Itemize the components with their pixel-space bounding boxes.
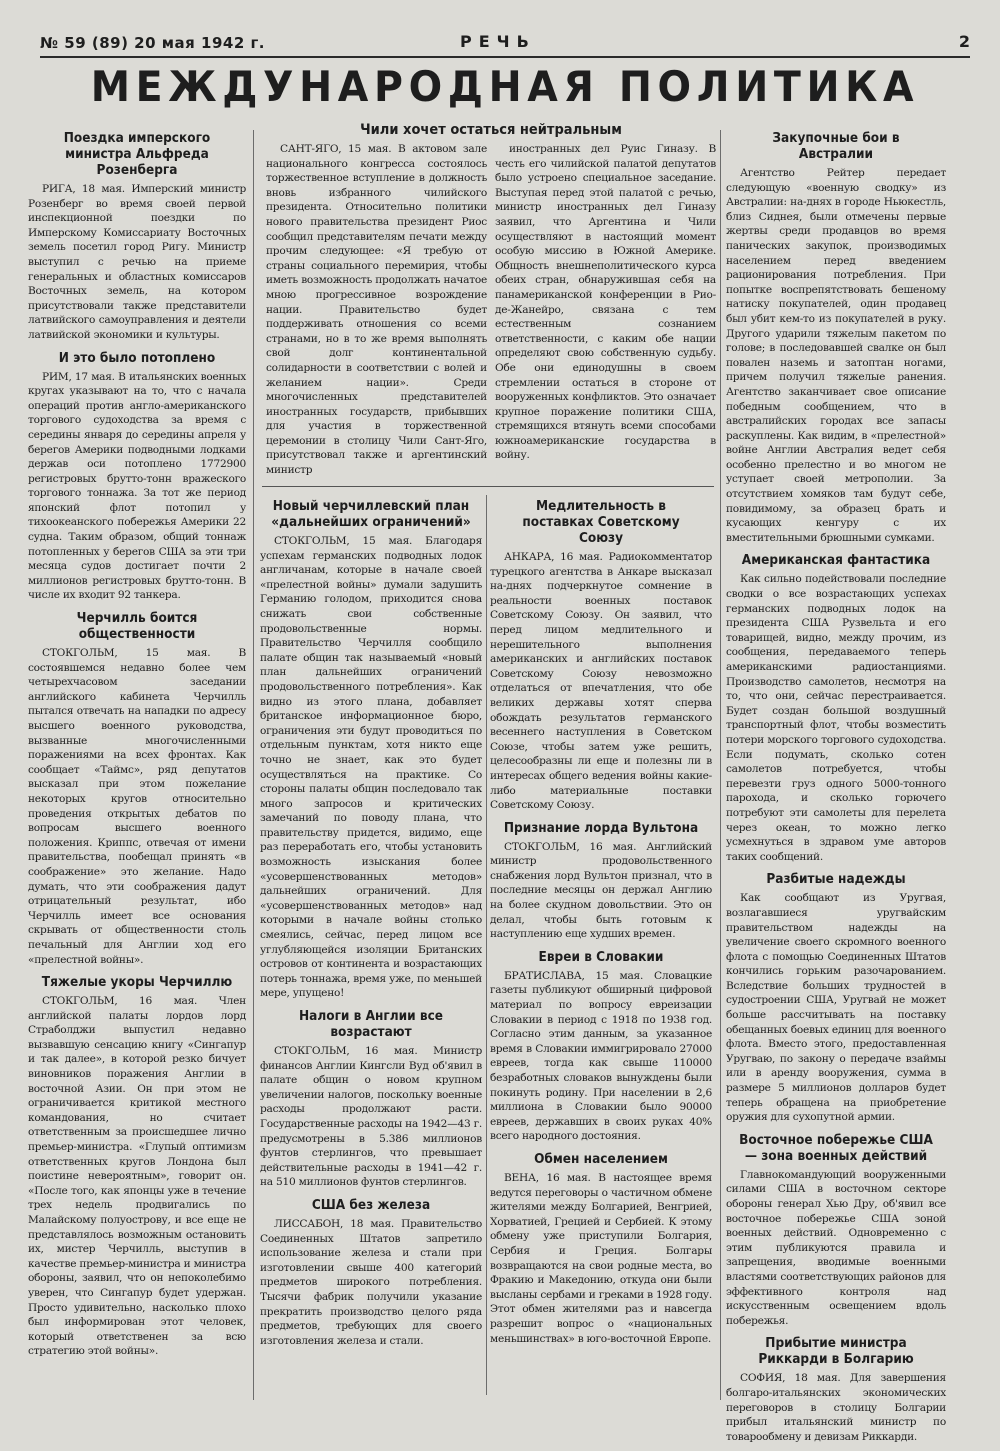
article-title: Обмен населением [534,1150,668,1167]
article-churchill-plan [260,498,482,1001]
issue-line: № 59 (89) 20 мая 1942 г. [40,34,266,52]
article-title: Евреи в Словакии [538,948,664,965]
article-east-coast [726,1132,946,1329]
article-text: БРАТИСЛАВА, 15 мая. Словацкие газеты публикуют обширный цифровой материал по вопросу евреизации Словакии в период с 1918 по 1938 год. Согласно этим данным, за указанное время в Словакии иммигрировало 27000 евреев, тогда как свыше 110000 безработных словаков вынуждены были покинуть родину. При населении в 2,6 миллиона в Словакии было 90000 евреев, державших в своих руках 40% всего народного достояния. [490,969,712,1143]
article-text: САНТ-ЯГО, 15 мая. В актовом зале национального конгресса состоялось торжественное вступление в должность вновь избранного чилийского президента. Относительно политики нового правительства президент Риос сообщил представителям печати между прочим следующее: «Я требую от страны социального перемирия, чтобы иметь возможность продолжать начатое мною прогрессивное возрождение нации. Правительство будет поддерживать отношения со всеми странами, но в то же время выполнять свой долг континентальной солидарности в соответствии с волей и желанием нации». Среди многочисленных представителей иностранных государств, прибывших для участия в торжественной церемонии в столицу Чили Сант-Яго, присутствовал также и аргентинский министр [266,143,487,477]
article-text: иностранных дел Руис Гиназу. В честь его чилийской палатой депутатов было устроено специальное заседание. Выступая перед этой палатой с речью, министр иностранных дел Гиназу заявил, что Аргентина и Чили осуществляют в настоящий момент особую миссию в Южной Америке. Общность внешнеполитического курса обеих стран, обнаружившая себя на панамериканской конференции в Рио-де-Жанейро, связана с тем естественным сознанием ответственности, с каким обе нации определяют свою собственную судьбу. Обе они единодушны в своем стремлении остаться в стороне от вооруженных конфликтов. Это означает крупное поражение политики США, стремящихся втянуть всеми способами южноамериканские государства в войну. [495,143,716,462]
masthead [40,30,970,54]
section-title: МЕЖДУНАРОДНАЯ ПОЛИТИКА [90,62,920,111]
article-taxes [260,1008,482,1190]
article-text: СТОКГОЛЬМ, 16 мая. Английский министр продовольственного снабжения лорд Вультон признал, что в последние месяцы он держал Англию на более скудном довольствии. Это он делал, чтобы быть готовым к наступлению еще худших времен. [490,840,712,941]
article-title: И это было потоплено [58,349,216,366]
column-divider [486,495,487,1395]
article-usa-iron [260,1197,482,1348]
column-2 [260,498,482,1355]
article-text: Главнокомандующий вооруженными силами США в восточном секторе обороны генерал Хью Дру, об'явил все восточное побережье США зоной военных действий. Одновременно с этим публикуются правила и запрещения, вводимые военными властями соответствующих районов для эффективного контроля над искусственным освещением вдоль побережья. [726,1168,946,1327]
column-4 [726,130,946,1451]
article-slovakia [490,949,712,1144]
column-divider [720,130,721,1400]
article-text: Как сообщают из Уругвая, возлагавшиеся уругвайским правительством надежды на увеличение своего скромного военного флота с помощью Соединенных Штатов кончились горьким разочарованием. Вследствие больших трудностей в судостроении США, Уругвай не может больше рассчитывать на поставку обещанных боевых единиц для военного флота. Вместо этого, предоставленная Уругваю, по закону о передаче взаймы или в аренду вооружения, сумма в размере 5 миллионов долларов будет теперь обращена на приобретение оружия для сухопутной армии. [726,892,946,1124]
article-australia [726,130,946,545]
article-text: Агентство Рейтер передает следующую «военную сводку» из Австралии: на-днях в городе Ньюкестль, близ Сиднея, были отмечены первые жертвы среди продавцов во время панических закупок, производимых населением перед введением рационирования потребления. При попытке воспрепятствовать бешеному натиску покупателей, один продавец был убит кем-то из покупателей в руку. Другого ударили тяжелым пакетом по голове; в последовавшей свалке он был повален наземь и затоптан ногами, причем получил тяжелые ранения. Агентство заканчивает свое описание победным сообщением, что в австралийских городах все запасы раскуплены. Как видим, в «прелестной» войне Англии Австралия ведет себя особенно прелестно и во многом не уступает своей метрополии. За отсутствием хомяков там будут себе, повидимому, за образец брать и кусающих кенгуру с их вместительными брюшными сумками. [726,167,946,544]
article-churchill-public [28,610,246,967]
article-population-exchange [490,1151,712,1346]
article-text: СОФИЯ, 18 мая. Для завершения болгаро-итальянских экономических переговоров в столицу Болгарии прибыл итальянский министр по товарообмену и девизам Риккарди. [726,1372,946,1443]
chile-bottom-rule [262,486,714,487]
article-riccardi [726,1335,946,1444]
article-american-fantasy [726,552,946,864]
article-title: Чили хочет остаться нейтральным [360,122,622,138]
article-title: США без железа [311,1196,431,1213]
article-title: Прибытие министра Риккарди в Болгарию [758,1335,914,1368]
article-sunk [28,350,246,604]
article-title: Налоги в Англии все возрастают [298,1008,444,1040]
article-chile [266,122,716,478]
article-text: РИГА, 18 мая. Имперский министр Розенберг во время своей первой инспекционной поездки по Имперскому Комиссариату Восточных земель посетил город Ригу. Министр выступил с речью на приеме генеральных и областных комиссаров Восточных земель, на котором присутствовали также представители латвийского самоуправления и деятели латвийской экономики и культуры. [28,183,246,341]
article-text: РИМ, 17 мая. В итальянских военных кругах указывают на то, что с начала операций против англо-американского торгового судоходства за время с середины января до середины апреля у берегов Америки подводными лодками держав оси потоплено 1772900 регистровых брутто-тонн вражеского торгового тоннажа. За тот же период японский флот потопил у тихоокеанского побережья Америки 22 судна. Таким образом, общий тоннаж потопленных у берегов США за эти три месяца судов достигает почти 2 миллионов регистровых брутто-тонн. В числе их входит 92 танкера. [28,370,246,602]
article-title: Поездка имперского министра Альфреда Розенберга [63,130,211,178]
article-woolton [490,820,712,942]
article-text: ВЕНА, 16 мая. В настоящее время ведутся переговоры о частичном обмене жителями между Болгарией, Венгрией, Хорватией, Грецией и Сербией. К этому обмену уже приступили Болгария, Сербия и Греция. Болгары возвращаются на свои родные места, во Фракию и Македонию, откуда они были высланы сербами и греками в 1928 году. Этот обмен жителями раз и навсегда разрешит вопрос о «национальных меньшинствах» в юго-восточной Европе. [490,1171,712,1345]
article-title: Тяжелые укоры Черчиллю [41,974,233,991]
article-churchill-reproaches [28,974,246,1359]
article-title: Медлительность в поставках Советскому Союзу [522,498,680,546]
article-text: Как сильно подействовали последние сводки о все возрастающих успехах германских подводных лодок на президента США Рузвельта и его товарищей, видно, между прочим, из сообщения, передаваемого теперь американскими радиостанциями. Производство самолетов, несмотря на то, что они, сейчас перестраивается. Будет создан большой воздушный транспортный флот, чтобы возместить потери морского торгового судоходства. Если подумать, сколько сотен самолетов потребуется, чтобы перевезти груз одного 5000-тонного парохода, и сколько горючего потребуют эти самолеты для перелета через океан, то можно легко усмехнуться в здравом уме авторов таких сообщений. [726,573,946,863]
article-rosenberg [28,130,246,343]
article-title: Черчилль боится общественности [76,610,198,643]
article-title: Признание лорда Вультона [503,819,699,836]
column-divider [253,130,254,1400]
article-text: СТОКГОЛЬМ, 16 мая. Член английской палаты лордов лорд Страболджи выпустил недавно вызвавшую сенсацию книгу «Сингапур и так далее», в которой резко бичует виновников поражения Англии в восточной Азии. Он при этом не ограничивается критикой местного командования, но считает ответственным за происшедшее лично премьер-министра. «Глупый оптимизм ответственных кругов Лондона был поистине невероятным», говорит он. «После того, как японцы уже в течение трех недель продвигались по Малайскому полуострову, и все еще не представлялось возможным остановить их, мистер Черчилль, выступив в качестве премьер-министра и министра обороны, заявил, что он непоколебимо уверен, что Сингапур будет удержан. Просто удивительно, насколько плохо был информирован этот человек, который ответственен за всю стратегию этой войны». [28,995,246,1358]
newspaper-name: РЕЧЬ [460,32,536,51]
article-title: Американская фантастика [741,552,931,569]
article-text: СТОКГОЛЬМ, 15 мая. Благодаря успехам германских подводных лодок англичанам, которые в начале своей «прелестной войны» думали задушить Германию голодом, приходится снова снижать свои собственные продовольственные нормы. Правительство Черчилля сообщило палате общин так называемый «новый план дальнейших ограничений продовольственного потребления». Как видно из этого плана, добавляет британское информационное бюро, ограничения эти будут проводиться по отдельным пунктам, хотя никто еще точно не знает, как это будет осуществляться на практике. Со стороны палаты общин последовало так много запросов и критических замечаний по поводу плана, что правительству придется, видимо, еще раз переработать его, чтобы установить возможность изыскания более «усовершенствованных методов» дальнейших ограничений. Для «усовершенствованных методов» над которыми в начале войны столько смеялись, сейчас, перед лицом все углубляющейся изоляции Британских островов от континента и возрастающих потерь тоннажа, время уже, по меньшей мере, упущено! [260,535,482,1000]
article-text: ЛИССАБОН, 18 мая. Правительство Соединенных Штатов запретило использование железа и стали при изготовлении свыше 400 категорий предметов широкого потребления. Тысячи фабрик получили указание прекратить производство целого ряда предметов, требующих для своего изготовления железа и стали. [260,1217,482,1347]
article-text: АНКАРА, 16 мая. Радиокомментатор турецкого агентства в Анкаре высказал на-днях подчеркнутое сомнение в реальности военных поставок Советскому Союзу. Он заявил, что перед лицом медлительного и нерешительного выполнения американских и английских поставок Советскому Союзу невозможно отделаться от впечатления, что обе великих державы хотят сперва обождать результатов германского весеннего наступления в Советском Союзе, чтобы затем уже решить, целесообразны ли еще и полезны ли в интересах общего ведения войны какие-либо материальные поставки Советскому Союзу. [490,551,712,812]
article-title: Восточное побережье США— зона военных действий [739,1131,933,1164]
article-title: Закупочные бои в Австралии [772,130,900,162]
article-title: Новый черчиллевский план «дальнейших ограничений» [271,498,471,530]
article-text: СТОКГОЛЬМ, 16 мая. Министр финансов Англии Кингсли Вуд об'явил в палате общин о новом крупном увеличении налогов, поскольку военные расходы продолжают расти. Государственные расходы на 1942—43 г. предусмотрены в 5.386 миллионов фунтов стерлингов, что превышает действительные расходы в 1941—42 г. на 510 миллионов фунтов стерлингов. [260,1045,482,1189]
column-1 [28,130,246,1366]
article-text: СТОКГОЛЬМ, 15 мая. В состоявшемся недавно более чем четырехчасовом заседании английского кабинета Черчилль пытался отвечать на нападки по адресу высшего военного руководства, вызванные многочисленными поражениями на всех фронтах. Как сообщает «Таймс», ряд депутатов высказал при этом пожелание некоторых кругов относительно проведения открытых дебатов по вопросам высшего военного положения. Криппс, отвечая от имени правительства, пообещал принять «в соображение» это желание. Надо думать, что эти соображения дадут отрицательный результат, ибо Черчилль имеет все основания скрывать от общественности столь печальный для Англии ход его «прелестной войны». [28,647,246,966]
article-broken-hopes [726,871,946,1125]
masthead-rule [40,56,970,58]
page-number: 2 [958,32,970,51]
article-title: Разбитые надежды [766,871,906,888]
article-soviet-deliveries [490,498,712,813]
column-3 [490,498,712,1353]
